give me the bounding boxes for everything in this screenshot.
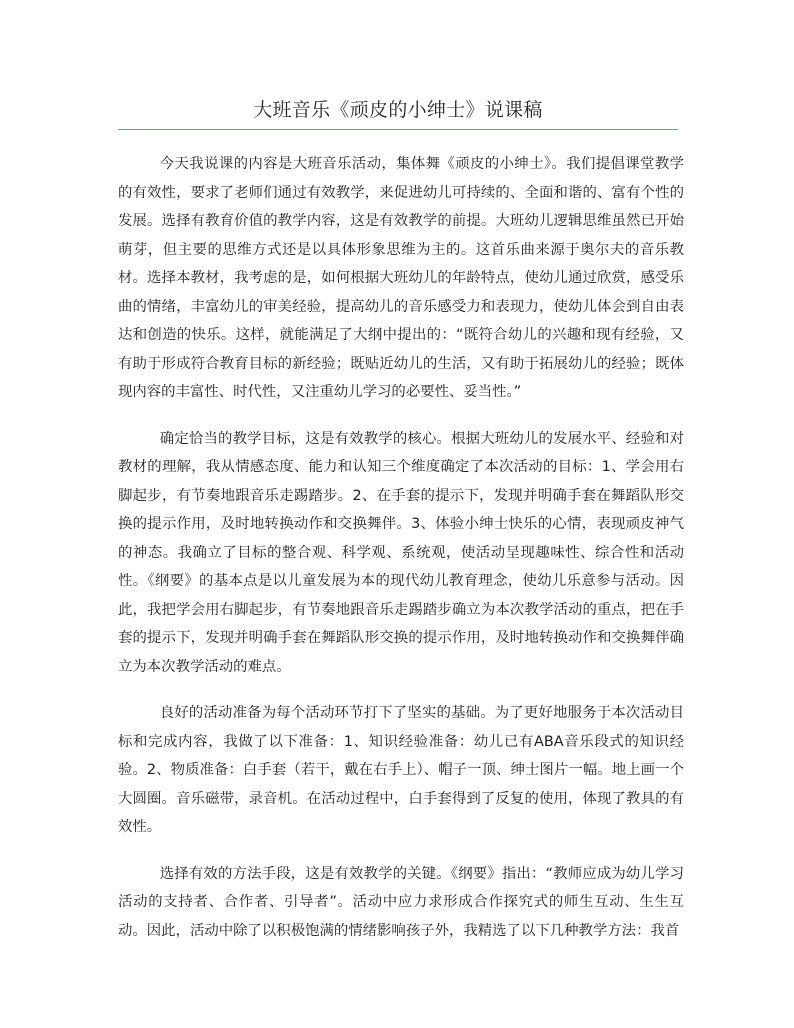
title-divider — [118, 129, 678, 130]
paragraph-4: 选择有效的方法手段，这是有效教学的关键。《纲要》指出：“教师应成为幼儿学习活动的支持者、合作者、引导者”。活动中应力求形成合作探究式的师生互动、生生互动。因此，活动中除了以积极饱满的情绪影响孩子外，我精选了以下几种教学方法：我首 — [118, 865, 684, 939]
document-body — [118, 150, 684, 963]
paragraph-2: 确定恰当的教学目标，这是有效教学的核心。根据大班幼儿的发展水平、经验和对教材的理解，我从情感态度、能力和认知三个维度确定了本次活动的目标：1、学会用右脚起步，有节奏地跟音乐走踢踏步。2、在手套的提示下，发现并明确手套在舞蹈队形交换的提示作用，及时地转换动作和交换舞伴。3、体验小绅士快乐的心情，表现顽皮神气的神态。我确立了目标的整合观、科学观、系统观，使活动呈现趣味性、综合性和活动性。《纲要》的基本点是以儿童发展为本的现代幼儿教育理念，使幼儿乐意参与活动。因此，我把学会用右脚起步，有节奏地跟音乐走踢踏步确立为本次教学活动的重点，把在手套的提示下，发现并明确手套在舞蹈队形交换的提示作用，及时地转换动作和交换舞伴确立为本次教学活动的难点。 — [118, 430, 684, 675]
paragraph-3: 良好的活动准备为每个活动环节打下了坚实的基础。为了更好地服务于本次活动目标和完成内容，我做了以下准备：1、知识经验准备：幼儿已有ABA音乐段式的知识经验。2、物质准备：白手套（若干，戴在右手上）、帽子一顶、绅士图片一幅。地上画一个大圆圈。音乐磁带，录音机。在活动过程中，白手套得到了反复的使用，体现了教具的有效性。 — [118, 705, 684, 835]
document-title: 大班音乐《顽皮的小绅士》说课稿 — [253, 99, 543, 121]
paragraph-1: 今天我说课的内容是大班音乐活动，集体舞《顽皮的小绅士》。我们提倡课堂教学的有效性，要求了老师们通过有效教学，来促进幼儿可持续的、全面和谐的、富有个性的发展。选择有教育价值的教学内容，这是有效教学的前提。大班幼儿逻辑思维虽然已开始萌芽，但主要的思维方式还是以具体形象思维为主的。这首乐曲来源于奥尔夫的音乐教材。选择本教材，我考虑的是，如何根据大班幼儿的年龄特点，使幼儿通过欣赏，感受乐曲的情绪，丰富幼儿的审美经验，提高幼儿的音乐感受力和表现力，使幼儿体会到自由表达和创造的快乐。这样，就能满足了大纲中提出的：“既符合幼儿的兴趣和现有经验，又有助于形成符合教育目标的新经验；既贴近幼儿的生活，又有助于拓展幼儿的经验；既体现内容的丰富性、时代性，又注重幼儿学习的必要性、妥当性。” — [118, 156, 684, 400]
